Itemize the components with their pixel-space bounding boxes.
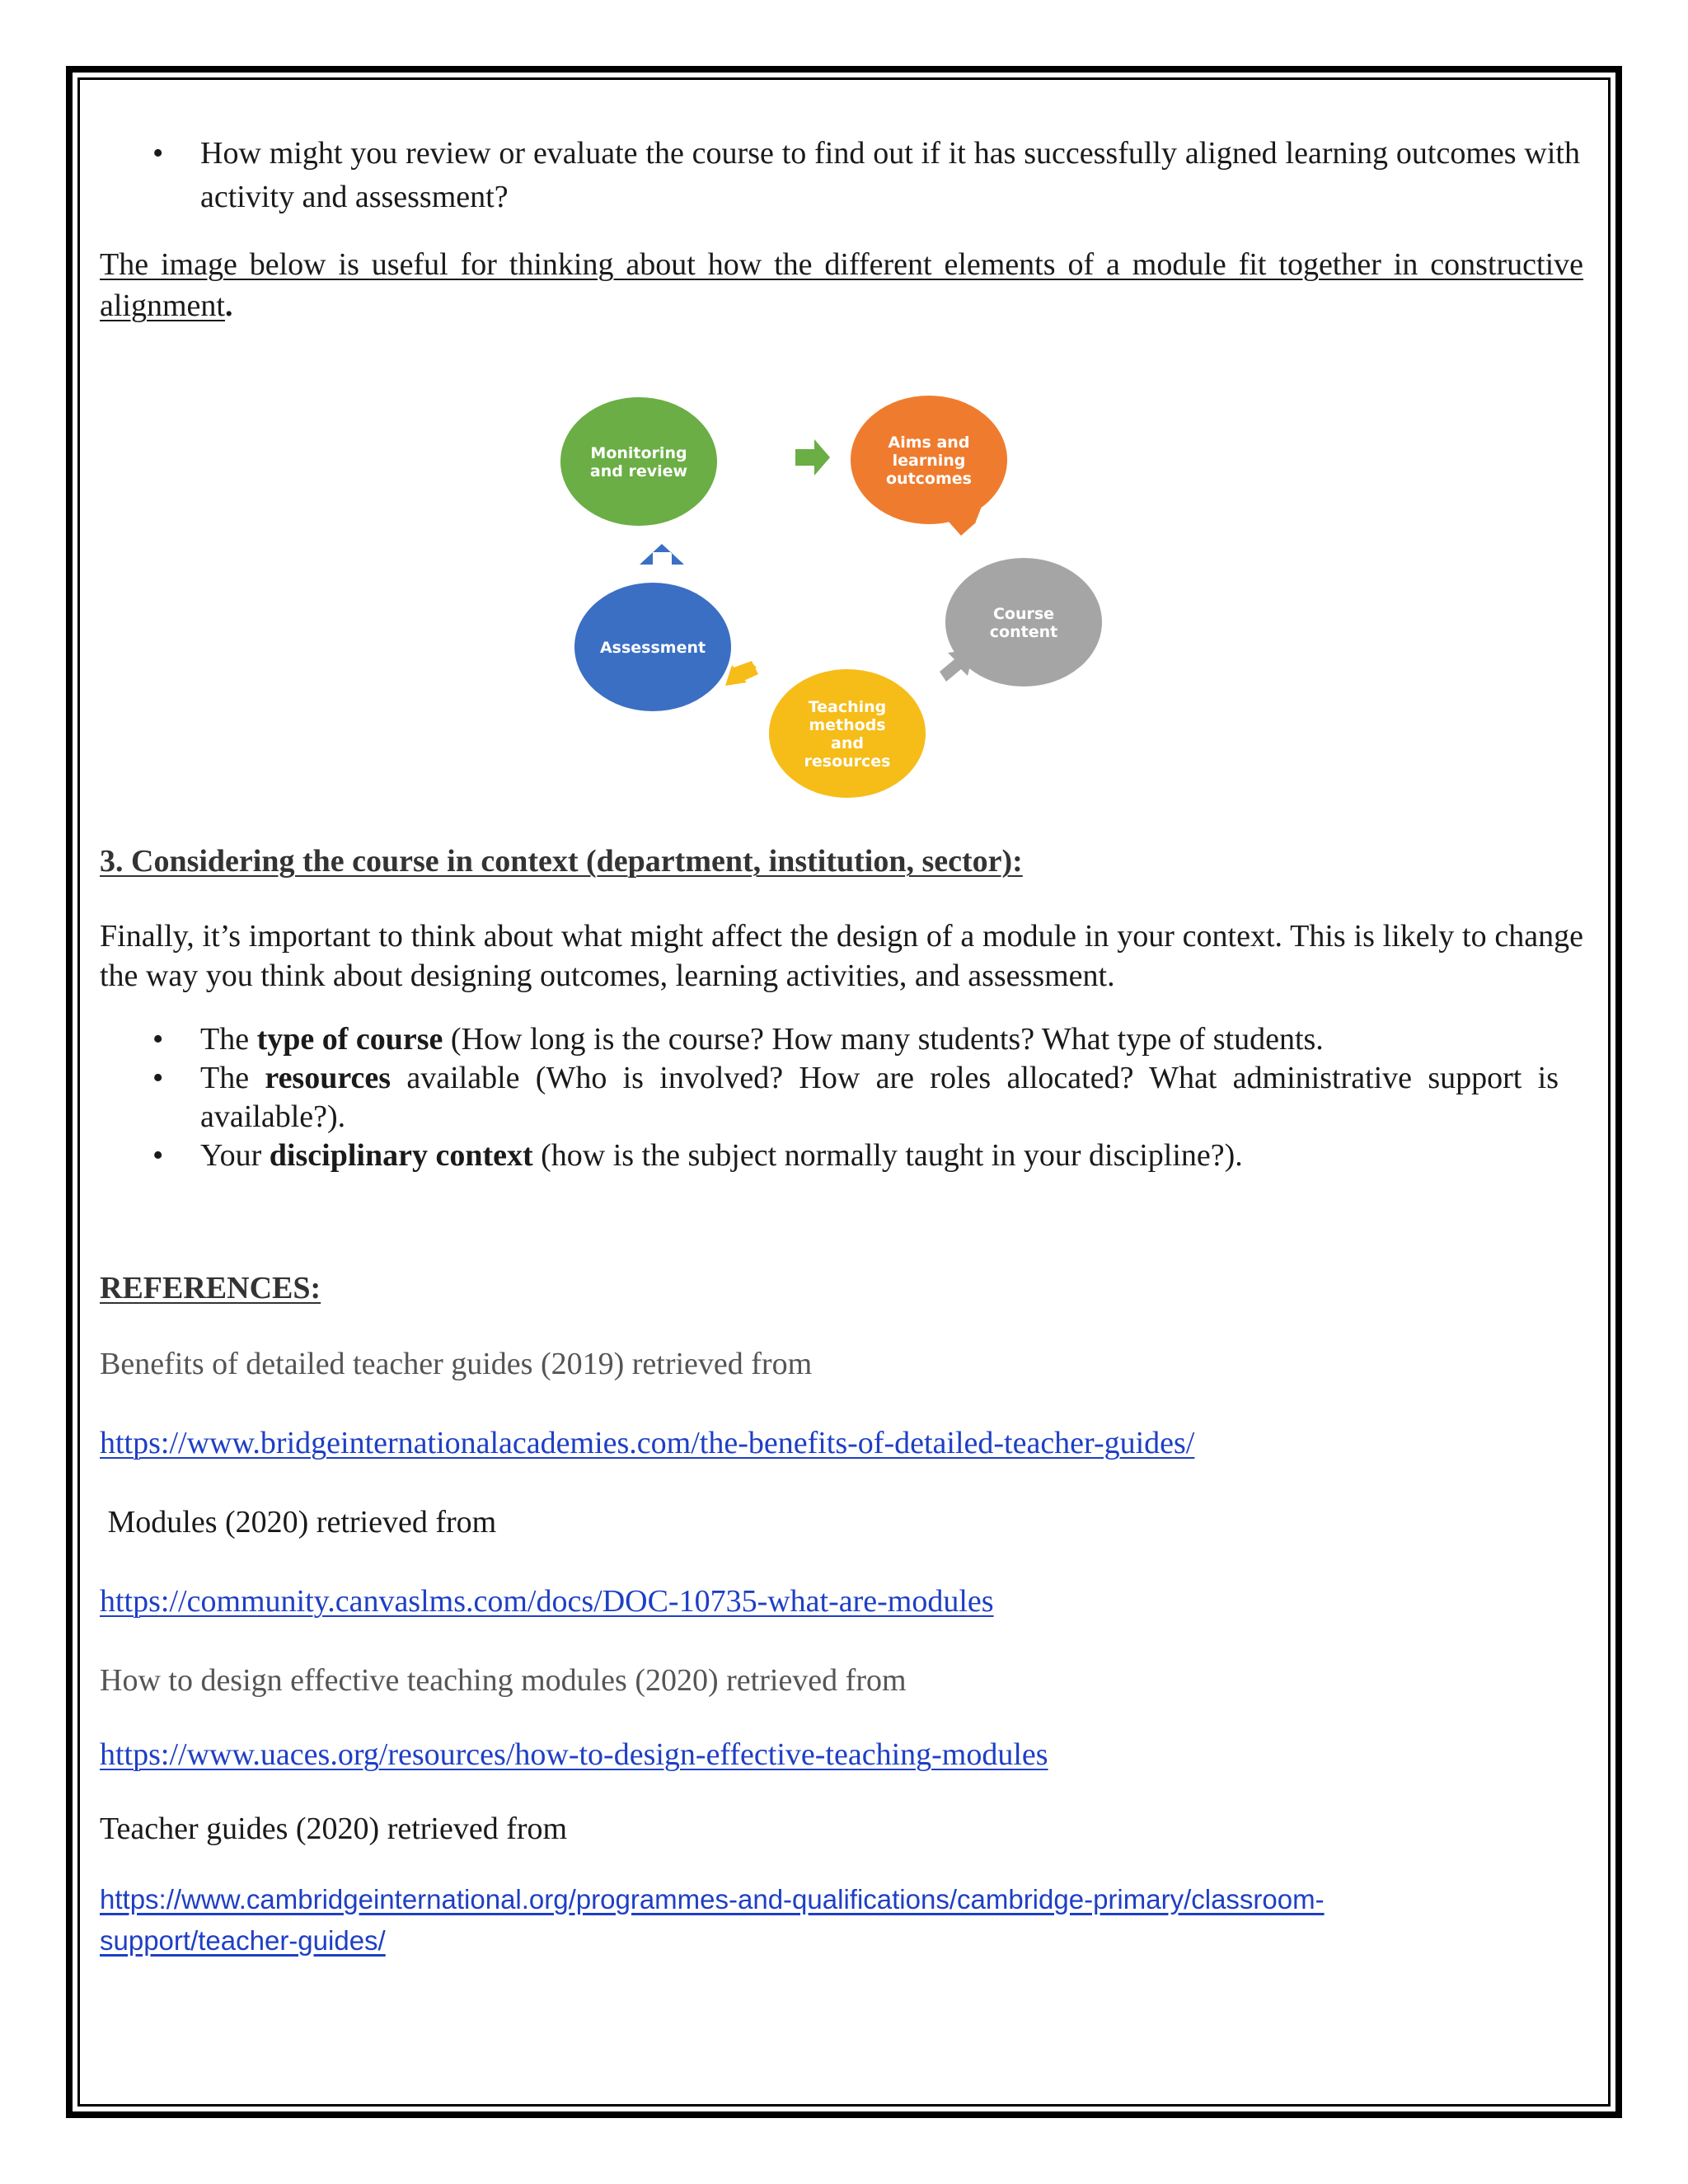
- reference-label: Teacher guides (2020) retrieved from: [100, 1811, 568, 1846]
- reference-label: How to design effective teaching modules (2020) retrieved from: [100, 1663, 907, 1698]
- review-question-bullet: [100, 132, 1583, 219]
- bullet-icon: •: [152, 1022, 164, 1057]
- reference-link[interactable]: https://www.cambridgeinternational.org/programmes-and-qualifications/cambridge-primary/classroom-: [100, 1884, 1325, 1915]
- bullet-bold: resources: [265, 1061, 392, 1095]
- node-teaching-label: Teaching methods and resources: [804, 698, 891, 771]
- reference-link[interactable]: support/teacher-guides/: [100, 1925, 386, 1956]
- reference-link[interactable]: https://community.canvaslms.com/docs/DOC-10735-what-are-modules: [100, 1584, 994, 1619]
- references-heading: [100, 1268, 1583, 1309]
- node-aims-label: Aims and learning outcomes: [886, 434, 972, 488]
- node-content-label: Course content: [989, 605, 1058, 641]
- context-bullet-list: [100, 1020, 1583, 1175]
- diagram-intro: [100, 244, 1583, 326]
- context-bullet-resources: [100, 1059, 1583, 1137]
- node-monitoring-label: Monitoring and review: [589, 444, 688, 480]
- reference-link[interactable]: https://www.uaces.org/resources/how-to-design-effective-teaching-modules: [100, 1737, 1048, 1772]
- bullet-bold: disciplinary context: [269, 1138, 533, 1173]
- section-3-heading-text: 3. Considering the course in context (department, institution, sector):: [100, 844, 1023, 879]
- alignment-cycle-labels: [560, 387, 1121, 816]
- diagram-intro-text: The image below is useful for thinking about how the different elements of a module fit together in constructive alignment: [100, 247, 1583, 323]
- bullet-post: (How long is the course? How many students? What type of students.: [443, 1022, 1324, 1057]
- section-3-heading: [100, 841, 1583, 882]
- references-section: [100, 1268, 1583, 1961]
- context-bullet-disciplinary: [100, 1137, 1583, 1175]
- context-bullet-type: [100, 1020, 1583, 1059]
- reference-link-row: [100, 1879, 1583, 1961]
- bullet-post: available (Who is involved? How are roles allocated? What administrative support is available?).: [200, 1061, 1559, 1134]
- bullet-bold: type of course: [256, 1022, 443, 1057]
- bullet-icon: •: [152, 136, 164, 171]
- section-3-paragraph: Finally, it’s important to think about what might affect the design of a module in your context. This is likely to change the way you think about designing outcomes, learning activities, and assessment.: [100, 919, 1583, 993]
- bullet-pre: The: [200, 1061, 265, 1095]
- review-question-text: How might you review or evaluate the course to find out if it has successfully aligned learning outcomes with activity and assessment?: [200, 136, 1580, 214]
- node-assessment-label: Assessment: [599, 639, 706, 657]
- alignment-cycle-diagram: [560, 387, 1121, 816]
- bullet-icon: •: [152, 1061, 164, 1095]
- bullet-post: (how is the subject normally taught in your discipline?).: [532, 1138, 1243, 1173]
- diagram-intro-period: .: [224, 288, 233, 323]
- bullet-pre: Your: [200, 1138, 270, 1173]
- reference-link-row: [100, 1422, 1583, 1464]
- reference-link-row: [100, 1581, 1583, 1622]
- reference-label: Modules (2020) retrieved from: [100, 1505, 497, 1540]
- section-3: [100, 841, 1583, 1175]
- references-heading-text: REFERENCES:: [100, 1271, 321, 1305]
- bullet-pre: The: [200, 1022, 257, 1057]
- reference-link-row: [100, 1734, 1583, 1775]
- bullet-icon: •: [152, 1138, 164, 1173]
- reference-label: Benefits of detailed teacher guides (2019) retrieved from: [100, 1347, 813, 1381]
- document-content: [100, 132, 1583, 326]
- reference-link[interactable]: https://www.bridgeinternationalacademies.com/the-benefits-of-detailed-teacher-guides/: [100, 1426, 1195, 1460]
